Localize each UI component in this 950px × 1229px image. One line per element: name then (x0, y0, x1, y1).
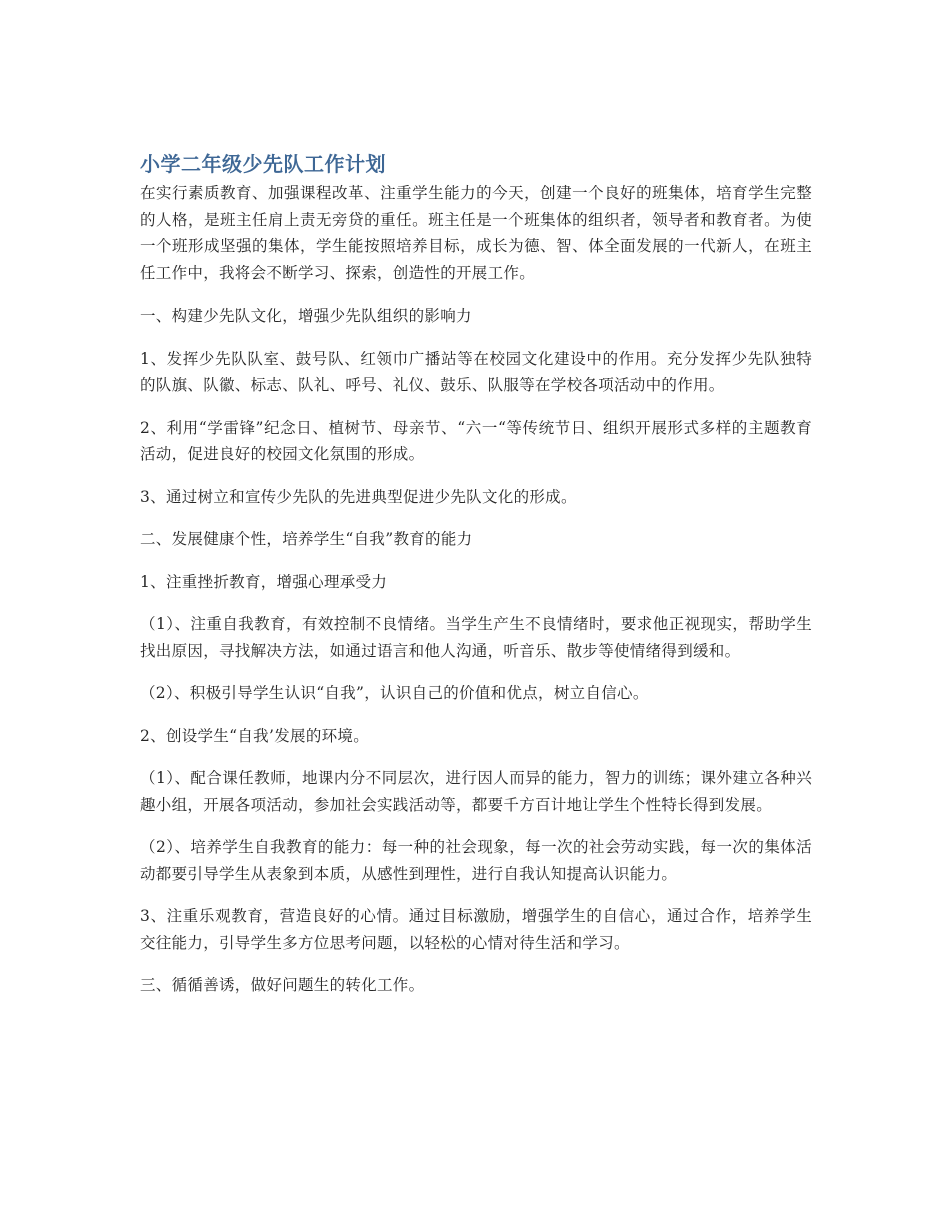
document-page (140, 150, 812, 1015)
paragraph-item-1-2: 2、利用“学雷锋”纪念日、植树节、母亲节、“六一“等传统节日、组织开展形式多样的主题教育活动，促进良好的校园文化氛围的形成。 (140, 418, 812, 463)
paragraph-item-2-2-2: （2）、培养学生自我教育的能力：每一种的社会现象，每一次的社会劳动实践，每一次的集体活动都要引导学生从表象到本质，从感性到理性，进行自我认知提高认识能力。 (140, 838, 812, 883)
intro-paragraph: 在实行素质教育、加强课程改革、注重学生能力的今天，创建一个良好的班集体，培育学生完整的人格，是班主任肩上责无旁贷的重任。班主任是一个班集体的组织者，领导者和教育者。为使一个班形成坚强的集体，学生能按照培养目标，成长为德、智、体全面发展的一代新人，在班主任工作中，我将会不断学习、探索，创造性的开展工作。 (140, 184, 812, 282)
paragraph-item-1-1: 1、发挥少先队队室、鼓号队、红领巾广播站等在校园文化建设中的作用。充分发挥少先队独特的队旗、队徽、标志、队礼、呼号、礼仪、鼓乐、队服等在学校各项活动中的作用。 (140, 349, 812, 394)
document-title: 小学二年级少先队工作计划 (140, 152, 386, 176)
paragraph-item-2-1-2: （2）、积极引导学生认识“自我”，认识自己的价值和优点，树立自信心。 (140, 684, 649, 702)
paragraph-item-2-1: 1、注重挫折教育，增强心理承受力 (140, 572, 388, 591)
section-heading-3: 三、循循善诱，做好问题生的转化工作。 (140, 976, 425, 994)
section-heading-1: 一、构建少先队文化，增强少先队组织的影响力 (140, 307, 472, 325)
section-heading-2: 二、发展健康个性，培养学生“自我”教育的能力 (140, 530, 473, 548)
paragraph-item-2-2-1: （1）、配合课任教师，地课内分不同层次，进行因人而异的能力，智力的训练；课外建立各种兴趣小组，开展各项活动，参加社会实践活动等，都要千方百计地让学生个性特长得到发展。 (140, 769, 812, 814)
paragraph-item-2-3: 3、注重乐观教育，营造良好的心情。通过目标激励，增强学生的自信心，通过合作，培养学生交往能力，引导学生多方位思考问题，以轻松的心情对待生活和学习。 (140, 907, 812, 952)
paragraph-item-1-3: 3、通过树立和宣传少先队的先进典型促进少先队文化的形成。 (140, 487, 577, 506)
paragraph-item-2-1-1: （1）、注重自我教育，有效控制不良情绪。当学生产生不良情绪时，要求他正视现实，帮助学生找出原因，寻找解决方法，如通过语言和他人沟通，听音乐、散步等使情绪得到缓和。 (140, 615, 812, 660)
paragraph-item-2-2: 2、创设学生“自我’发展的环境。 (140, 726, 370, 745)
